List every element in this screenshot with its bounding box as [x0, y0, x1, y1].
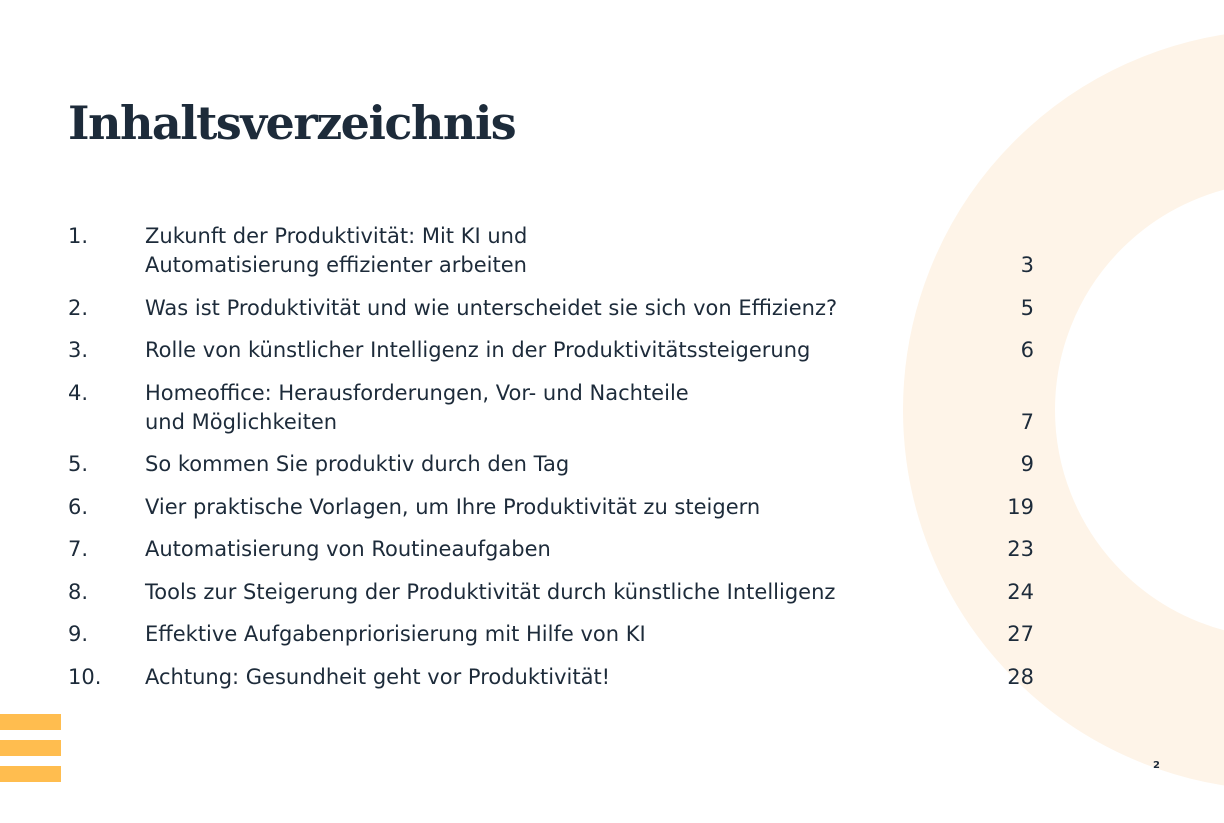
toc-item-1[interactable] — [68, 222, 1034, 280]
toc-number: 10. — [68, 664, 102, 689]
toc-item-9[interactable] — [68, 620, 1034, 649]
toc-page: 27 — [1007, 622, 1034, 646]
toc-page: 28 — [1007, 664, 1034, 689]
toc-number: 2. — [68, 295, 89, 320]
toc-page: 23 — [1007, 537, 1034, 561]
page-number: 2 — [1153, 760, 1160, 771]
toc-page: 7 — [1020, 409, 1034, 434]
accent-bar — [0, 740, 61, 756]
toc-title: So kommen Sie produktiv durch den Tag — [145, 452, 570, 476]
toc-title: Homeoffice: Herausforderungen, Vor- und Nachteile und Möglichkeiten — [145, 380, 689, 434]
table-of-contents — [68, 222, 1034, 705]
toc-item-4[interactable] — [68, 379, 1034, 437]
toc-title: Zukunft der Produktivität: Mit KI und Automatisierung effizienter arbeiten — [145, 224, 528, 277]
toc-item-2[interactable] — [68, 294, 1034, 323]
toc-title: Automatisierung von Routineaufgaben — [145, 537, 551, 561]
toc-title: Rolle von künstlicher Intelligenz in der Produktivitätssteigerung — [145, 338, 811, 362]
accent-bar — [0, 766, 61, 782]
toc-item-7[interactable] — [68, 535, 1034, 564]
accent-bar — [0, 714, 61, 730]
toc-title: Vier praktische Vorlagen, um Ihre Produktivität zu steigern — [145, 494, 761, 519]
toc-number: 7. — [68, 537, 89, 561]
decorative-bars — [0, 714, 61, 792]
toc-number: 8. — [68, 579, 89, 604]
toc-title: Achtung: Gesundheit geht vor Produktivität! — [145, 664, 611, 689]
toc-item-6[interactable] — [68, 493, 1034, 522]
toc-number: 4. — [68, 380, 89, 405]
toc-number: 5. — [68, 452, 89, 476]
toc-page: 9 — [1020, 452, 1034, 476]
toc-number: 6. — [68, 494, 89, 519]
toc-number: 1. — [68, 224, 89, 248]
toc-number: 3. — [68, 338, 89, 362]
toc-item-5[interactable] — [68, 450, 1034, 479]
toc-page: 6 — [1020, 338, 1034, 362]
page-title: Inhaltsverzeichnis — [68, 96, 516, 150]
toc-title: Was ist Produktivität und wie unterscheidet sie sich von Effizienz? — [145, 295, 838, 320]
toc-page: 19 — [1007, 494, 1034, 519]
toc-title: Tools zur Steigerung der Produktivität durch künstliche Intelligenz — [145, 579, 836, 604]
toc-item-8[interactable] — [68, 578, 1034, 607]
toc-page: 5 — [1020, 295, 1034, 320]
toc-item-3[interactable] — [68, 336, 1034, 365]
toc-number: 9. — [68, 622, 89, 646]
toc-page: 3 — [1020, 253, 1034, 277]
toc-title: Effektive Aufgabenpriorisierung mit Hilfe von KI — [145, 622, 646, 646]
toc-page: 24 — [1007, 579, 1034, 604]
toc-item-10[interactable] — [68, 663, 1034, 692]
